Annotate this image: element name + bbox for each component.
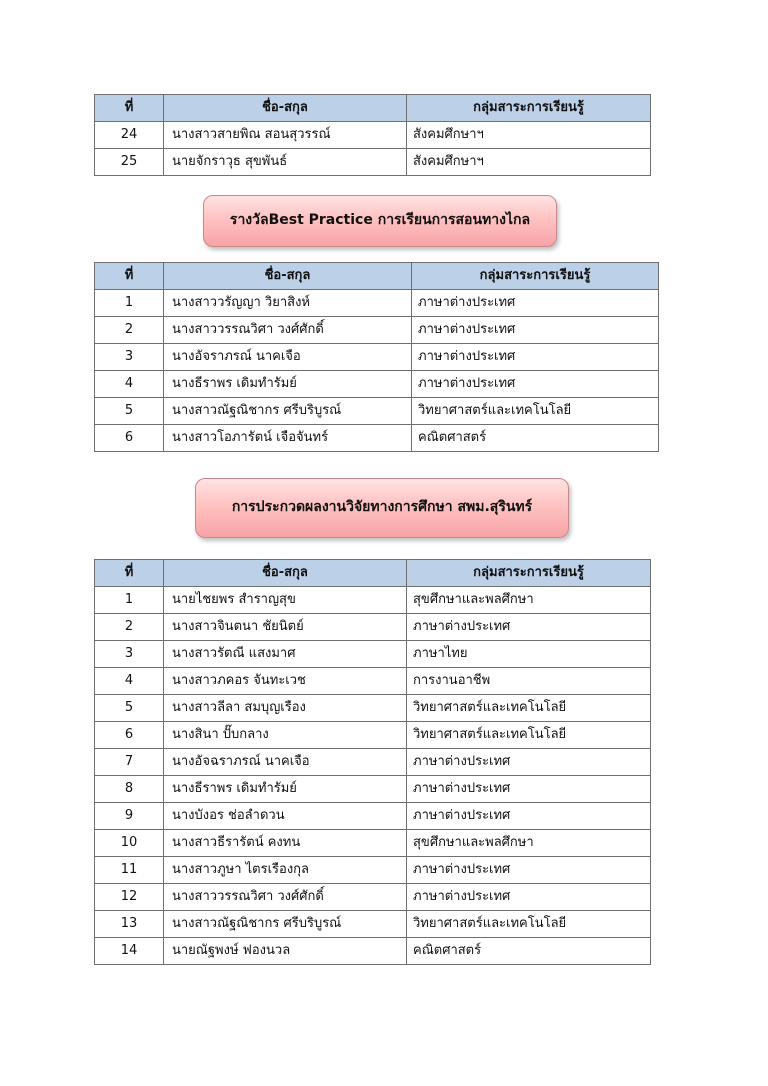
cell-name: นางสาวลีลา สมบุญเรือง bbox=[164, 695, 407, 722]
header-no: ที่ bbox=[95, 95, 164, 122]
cell-group: วิทยาศาสตร์และเทคโนโลยี bbox=[407, 722, 651, 749]
table-row bbox=[95, 722, 651, 749]
cell-no: 11 bbox=[95, 857, 164, 884]
cell-group: สังคมศึกษาฯ bbox=[407, 122, 651, 149]
table-row bbox=[95, 911, 651, 938]
header-name: ชื่อ-สกุล bbox=[164, 95, 407, 122]
table-row bbox=[95, 668, 651, 695]
header-name: ชื่อ-สกุล bbox=[164, 263, 412, 290]
cell-no: 5 bbox=[95, 695, 164, 722]
cell-group: การงานอาชีพ bbox=[407, 668, 651, 695]
table-best-practice bbox=[94, 262, 659, 452]
cell-group: วิทยาศาสตร์และเทคโนโลยี bbox=[412, 398, 659, 425]
banner-best-practice bbox=[203, 195, 557, 247]
header-group: กลุ่มสาระการเรียนรู้ bbox=[407, 560, 651, 587]
cell-name: นางอัจฉราภรณ์ นาคเจือ bbox=[164, 749, 407, 776]
cell-group: ภาษาต่างประเทศ bbox=[407, 884, 651, 911]
banner-research bbox=[195, 478, 569, 538]
cell-group: ภาษาต่างประเทศ bbox=[412, 371, 659, 398]
table-row bbox=[95, 803, 651, 830]
cell-group: ภาษาต่างประเทศ bbox=[407, 749, 651, 776]
cell-group: ภาษาต่างประเทศ bbox=[407, 803, 651, 830]
cell-no: 4 bbox=[95, 668, 164, 695]
cell-group: สังคมศึกษาฯ bbox=[407, 149, 651, 176]
cell-name: นางสาววรัญญา วิยาสิงห์ bbox=[164, 290, 412, 317]
cell-name: นางธีราพร เดิมทำรัมย์ bbox=[164, 371, 412, 398]
cell-group: ภาษาไทย bbox=[407, 641, 651, 668]
cell-no: 2 bbox=[95, 317, 164, 344]
header-name: ชื่อ-สกุล bbox=[164, 560, 407, 587]
table-row bbox=[95, 884, 651, 911]
cell-no: 6 bbox=[95, 722, 164, 749]
cell-name: นายณัฐพงษ์ ฟองนวล bbox=[164, 938, 407, 965]
cell-group: วิทยาศาสตร์และเทคโนโลยี bbox=[407, 911, 651, 938]
table-row bbox=[95, 830, 651, 857]
cell-name: นางบังอร ช่อลำดวน bbox=[164, 803, 407, 830]
cell-no: 5 bbox=[95, 398, 164, 425]
table-row bbox=[95, 344, 659, 371]
table-header-row bbox=[95, 263, 659, 290]
table-row bbox=[95, 122, 651, 149]
cell-no: 1 bbox=[95, 587, 164, 614]
cell-group: ภาษาต่างประเทศ bbox=[412, 317, 659, 344]
cell-name: นางสาวรัตณี แสงมาศ bbox=[164, 641, 407, 668]
cell-name: นายไชยพร สำราญสุข bbox=[164, 587, 407, 614]
table-header-row bbox=[95, 560, 651, 587]
cell-group: วิทยาศาสตร์และเทคโนโลยี bbox=[407, 695, 651, 722]
cell-no: 2 bbox=[95, 614, 164, 641]
cell-name: นายจักราวุธ สุขพันธ์ bbox=[164, 149, 407, 176]
cell-no: 3 bbox=[95, 641, 164, 668]
table-header-row bbox=[95, 95, 651, 122]
table-row bbox=[95, 425, 659, 452]
cell-group: คณิตศาสตร์ bbox=[412, 425, 659, 452]
cell-no: 10 bbox=[95, 830, 164, 857]
cell-name: นางสาวภคอร จันทะเวช bbox=[164, 668, 407, 695]
cell-group: ภาษาต่างประเทศ bbox=[407, 776, 651, 803]
cell-no: 1 bbox=[95, 290, 164, 317]
cell-name: นางสาวโอภารัตน์ เจือจันทร์ bbox=[164, 425, 412, 452]
cell-no: 24 bbox=[95, 122, 164, 149]
cell-no: 7 bbox=[95, 749, 164, 776]
table-row bbox=[95, 290, 659, 317]
header-no: ที่ bbox=[95, 560, 164, 587]
cell-group: คณิตศาสตร์ bbox=[407, 938, 651, 965]
cell-no: 12 bbox=[95, 884, 164, 911]
cell-name: นางอัจราภรณ์ นาคเจือ bbox=[164, 344, 412, 371]
cell-no: 14 bbox=[95, 938, 164, 965]
cell-no: 13 bbox=[95, 911, 164, 938]
header-group: กลุ่มสาระการเรียนรู้ bbox=[412, 263, 659, 290]
table-row bbox=[95, 371, 659, 398]
cell-no: 25 bbox=[95, 149, 164, 176]
cell-no: 6 bbox=[95, 425, 164, 452]
banner-research-text: การประกวดผลงานวิจัยทางการศึกษา สพม.สุรินทร์ bbox=[231, 499, 533, 515]
cell-name: นางสาววรรณวิศา วงศ์ศักดิ์ bbox=[164, 317, 412, 344]
table-row bbox=[95, 857, 651, 884]
cell-name: นางสาวภูษา ไตรเรืองกุล bbox=[164, 857, 407, 884]
table-row bbox=[95, 641, 651, 668]
table-row bbox=[95, 938, 651, 965]
cell-group: ภาษาต่างประเทศ bbox=[407, 614, 651, 641]
header-group: กลุ่มสาระการเรียนรู้ bbox=[407, 95, 651, 122]
banner-best-practice-text: รางวัลBest Practice การเรียนการสอนทางไกล bbox=[229, 212, 531, 228]
table-research bbox=[94, 559, 651, 965]
cell-name: นางสาววรรณวิศา วงศ์ศักดิ์ bbox=[164, 884, 407, 911]
cell-name: นางสาวจินตนา ชัยนิตย์ bbox=[164, 614, 407, 641]
cell-no: 4 bbox=[95, 371, 164, 398]
table-row bbox=[95, 695, 651, 722]
table-row bbox=[95, 398, 659, 425]
cell-name: นางสาวสายพิณ สอนสุวรรณ์ bbox=[164, 122, 407, 149]
cell-group: ภาษาต่างประเทศ bbox=[412, 344, 659, 371]
table-row bbox=[95, 149, 651, 176]
table-row bbox=[95, 587, 651, 614]
cell-group: ภาษาต่างประเทศ bbox=[412, 290, 659, 317]
cell-no: 3 bbox=[95, 344, 164, 371]
cell-name: นางสินา ปั๊บกลาง bbox=[164, 722, 407, 749]
cell-name: นางสาวธีรารัตน์ คงทน bbox=[164, 830, 407, 857]
cell-no: 9 bbox=[95, 803, 164, 830]
cell-group: สุขศึกษาและพลศึกษา bbox=[407, 830, 651, 857]
header-no: ที่ bbox=[95, 263, 164, 290]
cell-name: นางธีราพร เดิมทำรัมย์ bbox=[164, 776, 407, 803]
cell-name: นางสาวณัฐณิชากร ศรีบริบูรณ์ bbox=[164, 911, 407, 938]
table-row bbox=[95, 776, 651, 803]
cell-group: สุขศึกษาและพลศึกษา bbox=[407, 587, 651, 614]
table-continued bbox=[94, 94, 651, 176]
table-row bbox=[95, 614, 651, 641]
cell-no: 8 bbox=[95, 776, 164, 803]
cell-name: นางสาวณัฐณิชากร ศรีบริบูรณ์ bbox=[164, 398, 412, 425]
table-row bbox=[95, 317, 659, 344]
cell-group: ภาษาต่างประเทศ bbox=[407, 857, 651, 884]
table-row bbox=[95, 749, 651, 776]
